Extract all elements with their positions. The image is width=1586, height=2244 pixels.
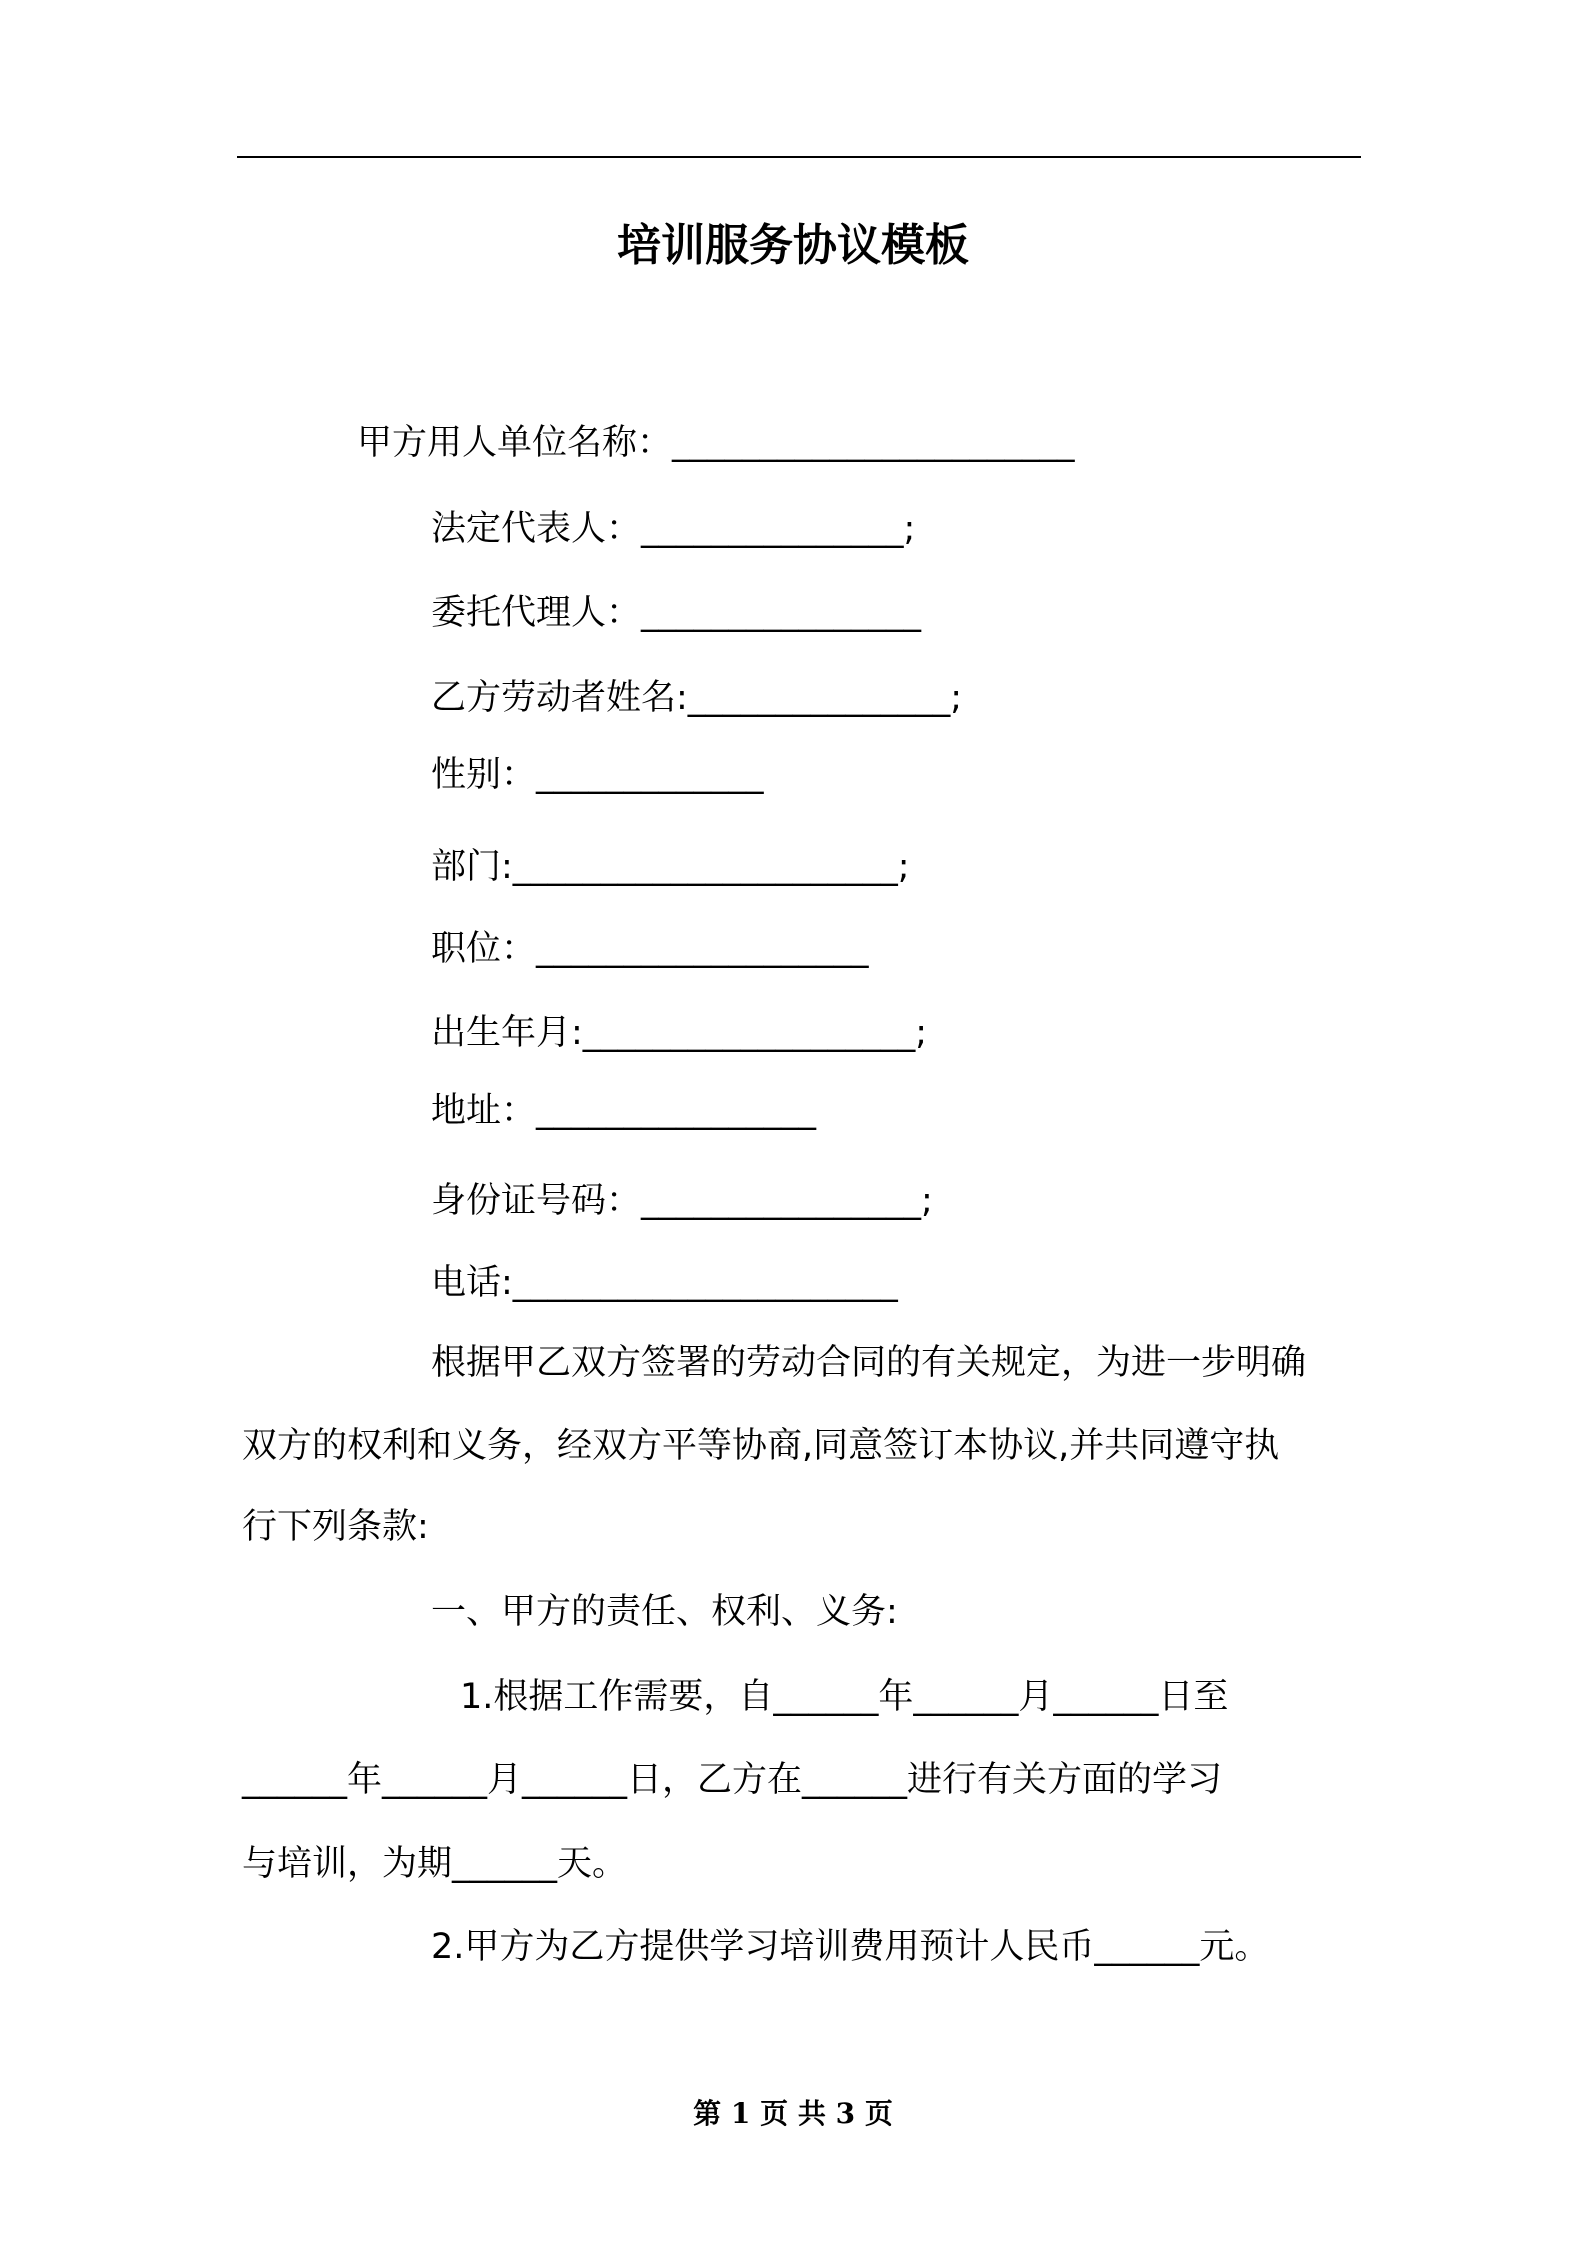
- field-address: 地址：________________: [431, 1091, 817, 1131]
- field-employer-name: 甲方用人单位名称：_______________________: [357, 423, 1075, 463]
- paragraph-intro-line-2: 双方的权利和义务，经双方平等协商,同意签订本协议,并共同遵守执: [242, 1426, 1280, 1466]
- field-position: 职位：___________________: [431, 929, 869, 969]
- clause-1-line-1: 1.根据工作需要，自______年______月______日至: [460, 1677, 1229, 1717]
- document-title: 培训服务协议模板: [617, 220, 969, 271]
- field-id-number: 身份证号码：________________;: [431, 1181, 933, 1221]
- paragraph-intro-line-1: 根据甲乙双方签署的劳动合同的有关规定，为进一步明确: [431, 1343, 1307, 1383]
- clause-2: 2.甲方为乙方提供学习培训费用预计人民币______元。: [431, 1927, 1270, 1967]
- field-department: 部门:______________________;: [431, 847, 910, 887]
- field-gender: 性别：_____________: [431, 755, 764, 795]
- paragraph-intro-line-3: 行下列条款:: [242, 1507, 429, 1547]
- field-birth-date: 出生年月:___________________;: [431, 1013, 928, 1053]
- page-footer: 第 1 页 共 3 页: [693, 2097, 893, 2130]
- field-authorized-agent: 委托代理人：________________: [431, 593, 922, 633]
- clause-1-line-3: 与培训，为期______天。: [242, 1844, 628, 1884]
- field-employee-name: 乙方劳动者姓名:_______________;: [431, 678, 963, 718]
- clause-1-line-2: ______年______月______日，乙方在______进行有关方面的学习: [242, 1760, 1223, 1800]
- section-heading-party-a: 一、甲方的责任、权利、义务:: [431, 1592, 898, 1632]
- field-phone: 电话:______________________: [431, 1263, 898, 1303]
- header-rule: [237, 156, 1361, 158]
- field-legal-representative: 法定代表人：_______________;: [431, 509, 916, 549]
